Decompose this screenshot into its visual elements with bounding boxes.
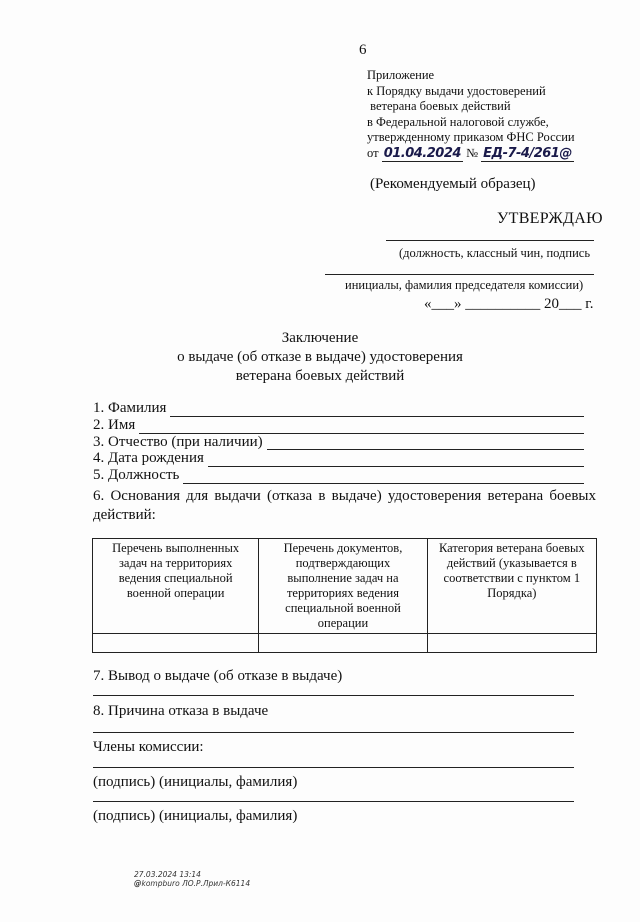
- handwritten-order-number: ЕД-7-4/261@: [483, 145, 572, 161]
- field-line[interactable]: [267, 437, 584, 450]
- approve-caption-1: (должность, классный чин, подпись: [399, 246, 591, 260]
- title-line-2: о выдаче (об отказе в выдаче) удостоверения: [177, 349, 463, 365]
- appendix-line: ветерана боевых действий: [367, 99, 511, 114]
- footer-timestamp: 27.03.2024 13:14: [134, 870, 201, 879]
- table-header-cell: Перечень документов, подтверждающих выполнение задач на территориях ведения специальной военной операции: [259, 539, 427, 634]
- field-line[interactable]: [208, 454, 584, 467]
- field-label: 2. Имя: [93, 416, 136, 433]
- basis-heading: 6. Основания для выдачи (отказа в выдаче) удостоверения ветерана боевых действий:: [93, 488, 596, 523]
- personal-fields: [93, 400, 584, 484]
- table-cell[interactable]: [259, 634, 427, 653]
- page-number: 6: [359, 42, 367, 58]
- approve-signature-line: [386, 240, 594, 241]
- footer-stamp: [134, 870, 250, 888]
- field-row-position: [93, 467, 584, 484]
- footer-source: [134, 879, 250, 888]
- commission-members-heading: Члены комиссии:: [93, 739, 204, 755]
- approve-caption-2: инициалы, фамилия председателя комиссии): [345, 278, 584, 292]
- member-1-line[interactable]: [93, 767, 574, 768]
- table-cell[interactable]: [93, 634, 259, 653]
- table-header-cell: Категория ветерана боевых действий (указывается в соответствии с пунктом 1 Порядка): [427, 539, 596, 634]
- table-cell[interactable]: [427, 634, 596, 653]
- footer-source-text: kompburo ЛО.Р.Лрил-К6114: [141, 879, 251, 888]
- title-line-3: ветерана боевых действий: [235, 368, 405, 384]
- document-title: [0, 329, 640, 386]
- section-8-heading: 8. Причина отказа в выдаче: [93, 703, 269, 719]
- field-line[interactable]: [170, 404, 584, 417]
- field-row-birthdate: [93, 450, 584, 467]
- field-line[interactable]: [183, 471, 584, 484]
- title-line-1: Заключение: [281, 330, 359, 346]
- member-2-line[interactable]: [93, 801, 574, 802]
- table-header-row: [93, 539, 597, 634]
- field-label: 3. Отчество (при наличии): [93, 433, 263, 450]
- section-8-line[interactable]: [93, 732, 574, 733]
- signature-caption-1: (подпись) (инициалы, фамилия): [93, 774, 298, 790]
- appendix-block: [367, 68, 575, 162]
- appendix-line: Приложение: [367, 68, 435, 82]
- field-label: 4. Дата рождения: [93, 450, 204, 467]
- appendix-line: утвержденному приказом ФНС России: [367, 130, 575, 145]
- field-row-surname: [93, 400, 584, 417]
- field-row-patronymic: [93, 434, 584, 451]
- table-row: [93, 634, 597, 653]
- approve-name-line: [325, 274, 594, 275]
- field-line[interactable]: [139, 421, 584, 434]
- appendix-order-line: [367, 146, 575, 162]
- at-sign-icon: @: [134, 879, 142, 888]
- number-prefix: №: [466, 145, 478, 160]
- appendix-line: в Федеральной налоговой службе,: [367, 114, 549, 129]
- field-label: 1. Фамилия: [93, 400, 167, 416]
- table-header-cell: Перечень выполненных задач на территориях ведения специальной военной операции: [93, 539, 259, 634]
- date-prefix: от: [367, 145, 379, 160]
- field-label: 5. Должность: [93, 467, 180, 484]
- approve-heading: УТВЕРЖДАЮ: [497, 210, 603, 227]
- approve-date-line: «___» __________ 20___ г.: [424, 296, 594, 312]
- handwritten-date: 01.04.2024: [383, 145, 461, 161]
- section-7-line[interactable]: [93, 695, 574, 696]
- recommended-sample-label: (Рекомендуемый образец): [370, 176, 536, 192]
- signature-caption-2: (подпись) (инициалы, фамилия): [93, 808, 298, 824]
- appendix-line: к Порядку выдачи удостоверений: [367, 83, 546, 98]
- basis-table: [92, 538, 597, 653]
- section-7-heading: 7. Вывод о выдаче (об отказе в выдаче): [93, 668, 343, 684]
- field-row-name: [93, 417, 584, 434]
